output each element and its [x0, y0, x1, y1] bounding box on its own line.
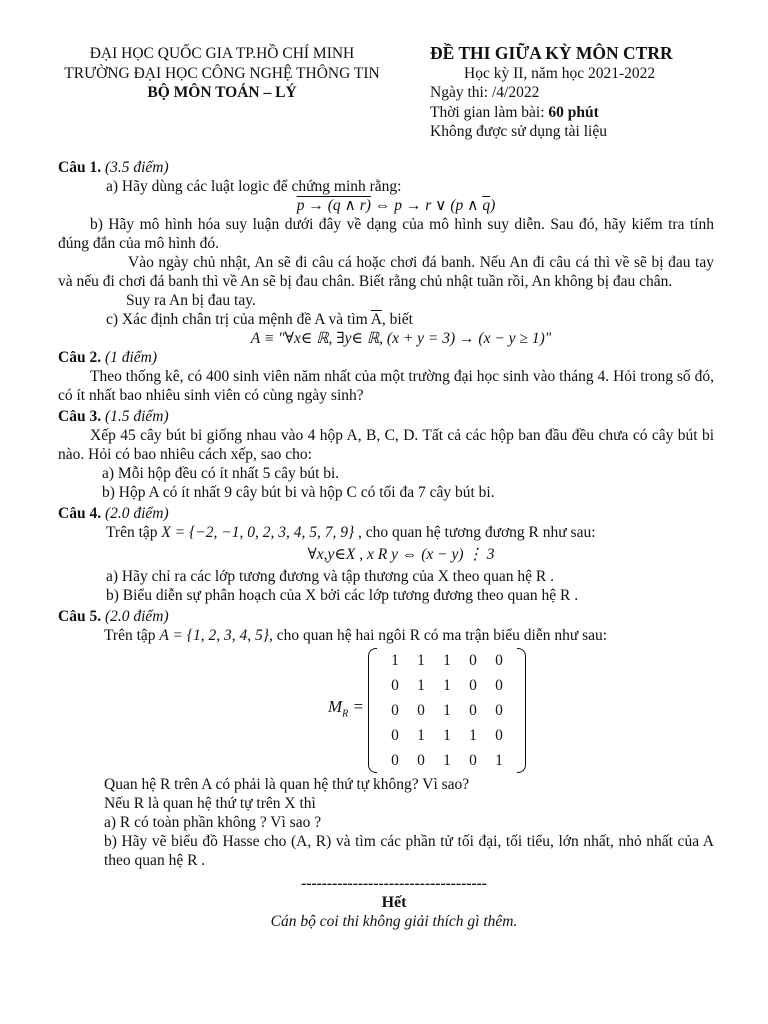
- matrix-cell: 0: [391, 676, 399, 694]
- matrix-cell: 0: [391, 726, 399, 744]
- matrix-cell: 1: [417, 651, 425, 669]
- matrix-label: $M_R$ =: [328, 696, 365, 720]
- matrix-cell: 0: [469, 651, 477, 669]
- matrix-cell: 0: [417, 701, 425, 719]
- matrix-cell: 0: [495, 651, 503, 669]
- matrix-cell: 1: [495, 751, 503, 769]
- matrix-cell: 0: [495, 701, 503, 719]
- q5-a: a) R có toàn phần không ? Vì sao ?: [104, 814, 322, 831]
- matrix-row: [382, 673, 512, 698]
- matrix-cell: 0: [391, 701, 399, 719]
- matrix-cell: 1: [469, 726, 477, 744]
- q3-heading: Câu 3. (1.5 điểm): [58, 408, 169, 425]
- no-materials-note: Không được sử dụng tài liệu: [430, 123, 607, 140]
- q1-a: a) Hãy dùng các luật logic để chứng minh rằng:: [106, 178, 402, 195]
- matrix-cell: 0: [469, 676, 477, 694]
- matrix-cell: 0: [469, 701, 477, 719]
- q5-b: b) Hãy vẽ biểu đồ Hasse cho (A, R) và tìm các phần tử tối đại, tối tiểu, lớn nhất, nhỏ nhất của A theo quan hệ R .: [104, 833, 714, 869]
- department-name: BỘ MÔN TOÁN – LÝ: [147, 84, 297, 101]
- header-right: [430, 44, 673, 142]
- matrix-cell: 0: [391, 751, 399, 769]
- header-left: [52, 44, 392, 103]
- matrix-cell: 1: [417, 676, 425, 694]
- matrix-cell: 0: [469, 751, 477, 769]
- semester: Học kỳ II, năm học 2021-2022: [464, 64, 656, 82]
- matrix-row: [382, 698, 512, 723]
- matrix-grid: [368, 648, 526, 773]
- q1-b-conclusion: Suy ra An bị đau tay.: [126, 292, 256, 309]
- footer-note: Cán bộ coi thi không giải thích gì thêm.: [270, 913, 518, 930]
- exam-duration: Thời gian làm bài: 60 phút: [430, 103, 599, 121]
- q4-intro: Trên tập X = {−2, −1, 0, 2, 3, 4, 5, 7, 9} , cho quan hệ tương đương R như sau:: [106, 524, 596, 541]
- matrix-cell: 1: [443, 701, 451, 719]
- q1-a-formula: p → (q ∧ r) ⇔ p → r ∨ (p ∧ $\overline{q}$): [296, 197, 496, 214]
- q1-c-formula: A ≡ "∀x∈ ℝ, ∃y∈ ℝ, (x + y = 3) → (x − y ≥ 1)": [250, 330, 552, 347]
- matrix-cell: 1: [443, 676, 451, 694]
- footer-end: Hết: [381, 894, 407, 911]
- exam-date: Ngày thi: /4/2022: [430, 84, 540, 101]
- exam-content: [58, 158, 714, 931]
- q1-c: c) Xác định chân trị của mệnh đề A và tìm $\overline{A}$, biết: [106, 311, 413, 328]
- matrix-cell: 1: [443, 651, 451, 669]
- q3-b: b) Hộp A có ít nhất 9 cây bút bi và hộp C có tối đa 7 cây bút bi.: [102, 484, 495, 501]
- matrix-cell: 0: [417, 751, 425, 769]
- q4-heading: Câu 4. (2.0 điểm): [58, 505, 169, 522]
- matrix-cell: 1: [443, 751, 451, 769]
- q2-heading: Câu 2. (1 điểm): [58, 349, 158, 366]
- q4-a: a) Hãy chỉ ra các lớp tương đương và tập thương của X theo quan hệ R .: [106, 568, 554, 585]
- university-name: ĐẠI HỌC QUỐC GIA TP.HỒ CHÍ MINH: [89, 45, 355, 62]
- matrix-cell: 1: [443, 726, 451, 744]
- q5-heading: Câu 5. (2.0 điểm): [58, 608, 169, 625]
- exam-title: ĐỀ THI GIỮA KỲ MÔN CTRR: [430, 43, 673, 63]
- relation-matrix: [328, 645, 714, 775]
- q4-b: b) Biểu diễn sự phân hoạch của X bởi các lớp tương đương theo quan hệ R .: [106, 587, 579, 604]
- matrix-row: [382, 723, 512, 748]
- q5-order-question: Quan hệ R trên A có phải là quan hệ thứ tự không? Vì sao?: [104, 776, 470, 793]
- matrix-cell: 1: [417, 726, 425, 744]
- matrix-cell: 0: [495, 726, 503, 744]
- matrix-row: [382, 648, 512, 673]
- q5-if: Nếu R là quan hệ thứ tự trên X thì: [104, 795, 316, 812]
- matrix-row: [382, 748, 512, 773]
- q1-b-paragraph: Vào ngày chủ nhật, An sẽ đi câu cá hoặc chơi đá banh. Nếu An đi câu cá thì về sẽ bị đau tay và nếu đi chơi đá banh thì về An sẽ bị đau chân. Biết rằng chủ nhật tuần rồi, An không bị đau chân.: [58, 254, 714, 290]
- q5-intro: Trên tập A = {1, 2, 3, 4, 5}, cho quan hệ hai ngôi R có ma trận biểu diễn như sau:: [104, 627, 608, 644]
- matrix-cell: 1: [391, 651, 399, 669]
- q3-a: a) Mỗi hộp đều có ít nhất 5 cây bút bi.: [102, 465, 340, 482]
- q4-formula: ∀x,y∈X , x R y ⇔ (x − y) ⋮ 3: [307, 546, 495, 563]
- matrix-cell: 0: [495, 676, 503, 694]
- q1-heading: Câu 1. (3.5 điểm): [58, 159, 169, 176]
- footer-divider: ------------------------------------: [301, 875, 487, 892]
- school-name: TRƯỜNG ĐẠI HỌC CÔNG NGHỆ THÔNG TIN: [64, 64, 380, 82]
- q2-text: Theo thống kê, có 400 sinh viên năm nhất của một trường đại học sinh vào tháng 4. Hỏi trong số đó, có ít nhất bao nhiêu sinh viên có cùng ngày sinh?: [58, 368, 714, 404]
- q1-b: b) Hãy mô hình hóa suy luận dưới đây về dạng của mô hình suy diễn. Sau đó, hãy kiểm tra tính đúng đắn của mô hình đó.: [58, 216, 714, 252]
- q3-text: Xếp 45 cây bút bi giống nhau vào 4 hộp A, B, C, D. Tất cả các hộp ban đầu đều chưa có cây bút bi nào. Hỏi có bao nhiêu cách xếp, sao cho:: [58, 427, 714, 463]
